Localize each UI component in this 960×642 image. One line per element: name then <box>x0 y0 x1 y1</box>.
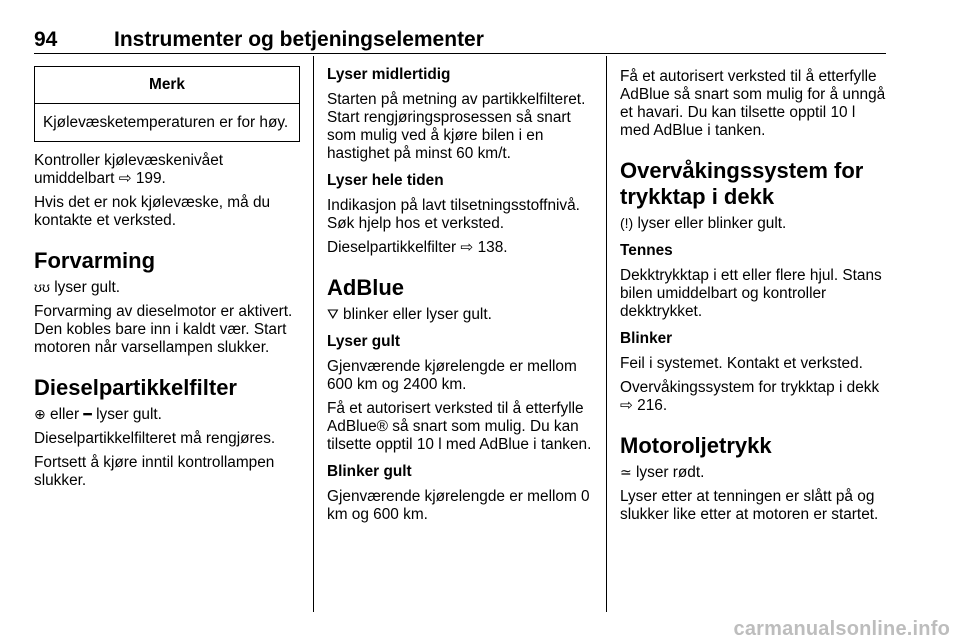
adblue-icon: ⛛ <box>327 306 339 322</box>
heading-forvarming: Forvarming <box>34 248 156 273</box>
oil-can-icon: ≃ <box>620 464 632 480</box>
heading-lyser-midlertidig: Lyser midlertidig <box>327 66 451 83</box>
note-box <box>34 66 300 142</box>
dpf-clean-text: Dieselpartikkelfilteret må rengjøres. <box>34 430 276 447</box>
tpms-symbol-line <box>620 214 888 233</box>
adblue-symbol-text: blinker eller lyser gult. <box>338 306 492 323</box>
lyser-gult-refill-text: Få et autorisert verksted til å etterfylle AdBlue® så snart som mulig. Du kan tilsette opptil 10 l med AdBlue i tanken. <box>327 400 592 453</box>
dpf-symbol-text: lyser gult. <box>91 406 162 423</box>
heading-lyser-hele-tiden: Lyser hele tiden <box>327 172 444 189</box>
forvarming-symbol-text: lyser gult. <box>49 279 121 296</box>
note-title: Merk <box>35 67 299 104</box>
coolant-check-text: Kontroller kjølevæskenivået umiddelbart ⇨ 199. <box>34 152 224 187</box>
tpms-symbol-text: lyser eller blinker gult. <box>633 215 787 232</box>
column-3 <box>620 68 888 530</box>
column-divider <box>606 56 607 612</box>
adblue-symbol-line <box>327 305 595 324</box>
blinker-gult-text: Gjenværende kjørelengde er mellom 0 km og 600 km. <box>327 488 590 523</box>
watermark: carmanualsonline.info <box>733 618 950 640</box>
heading-lyser-gult: Lyser gult <box>327 333 400 350</box>
heading-blinker-gult: Blinker gult <box>327 463 412 480</box>
page-number: 94 <box>34 28 58 51</box>
tpms-reference: Overvåkingssystem for trykktap i dekk ⇨ 216. <box>620 379 880 414</box>
exhaust-filter-icon: ━ <box>83 406 92 422</box>
heading-blinker: Blinker <box>620 330 673 347</box>
heading-dieselpartikkelfilter: Dieselpartikkelfilter <box>34 375 237 400</box>
blinker-text: Feil i systemet. Kontakt et verksted. <box>620 355 863 372</box>
coolant-workshop-text: Hvis det er nok kjølevæske, må du kontakte et verksted. <box>34 194 271 229</box>
heading-tennes: Tennes <box>620 242 673 259</box>
dpf-reference: Dieselpartikkelfilter ⇨ 138. <box>327 239 508 256</box>
dpf-or-text: eller <box>45 406 84 423</box>
heading-adblue: AdBlue <box>327 275 404 300</box>
particle-filter-icon: ⊕ <box>34 406 46 422</box>
column-1 <box>34 66 300 496</box>
column-2 <box>327 66 595 530</box>
dpf-symbol-line <box>34 405 300 424</box>
note-text: Kjølevæsketemperaturen er for høy. <box>43 114 289 131</box>
forvarming-symbol-line <box>34 278 300 297</box>
heading-motoroljetrykk: Motoroljetrykk <box>620 433 772 458</box>
oil-symbol-line <box>620 463 888 482</box>
lyser-gult-range-text: Gjenværende kjørelengde er mellom 600 km og 2400 km. <box>327 358 577 393</box>
column-divider <box>313 56 314 612</box>
hele-tiden-text: Indikasjon på lavt tilsetningsstoffnivå. Søk hjelp hos et verksted. <box>327 197 580 232</box>
glow-plug-icon: ʊʊ <box>34 279 50 295</box>
oil-text: Lyser etter at tenningen er slått på og slukker like etter at motoren er startet. <box>620 488 879 523</box>
dpf-continue-text: Fortsett å kjøre inntil kontrollampen slukker. <box>34 454 275 489</box>
oil-symbol-text: lyser rødt. <box>631 464 705 481</box>
heading-tpms: Overvåkingssystem for trykktap i dekk <box>620 158 864 209</box>
tennes-text: Dekktrykktap i ett eller flere hjul. Stans bilen umiddelbart og kontroller dekktrykket. <box>620 267 882 320</box>
page-title: Instrumenter og betjeningselementer <box>114 28 484 51</box>
header-rule <box>34 53 886 54</box>
forvarming-text: Forvarming av dieselmotor er aktivert. Den kobles bare inn i kaldt vær. Start motoren når varsellampen slukker. <box>34 303 293 356</box>
midlertidig-text: Starten på metning av partikkelfilteret. Start rengjøringsprosessen så snart som mulig ved å kjøre bilen i en hastighet på minst 60 km/t. <box>327 91 586 162</box>
tire-pressure-icon: (!) <box>620 215 634 231</box>
adblue-continued-text: Få et autorisert verksted til å etterfylle AdBlue så snart som mulig for å unngå et havari. Du kan tilsette opptil 10 l med AdBlue i tanken. <box>620 68 886 139</box>
